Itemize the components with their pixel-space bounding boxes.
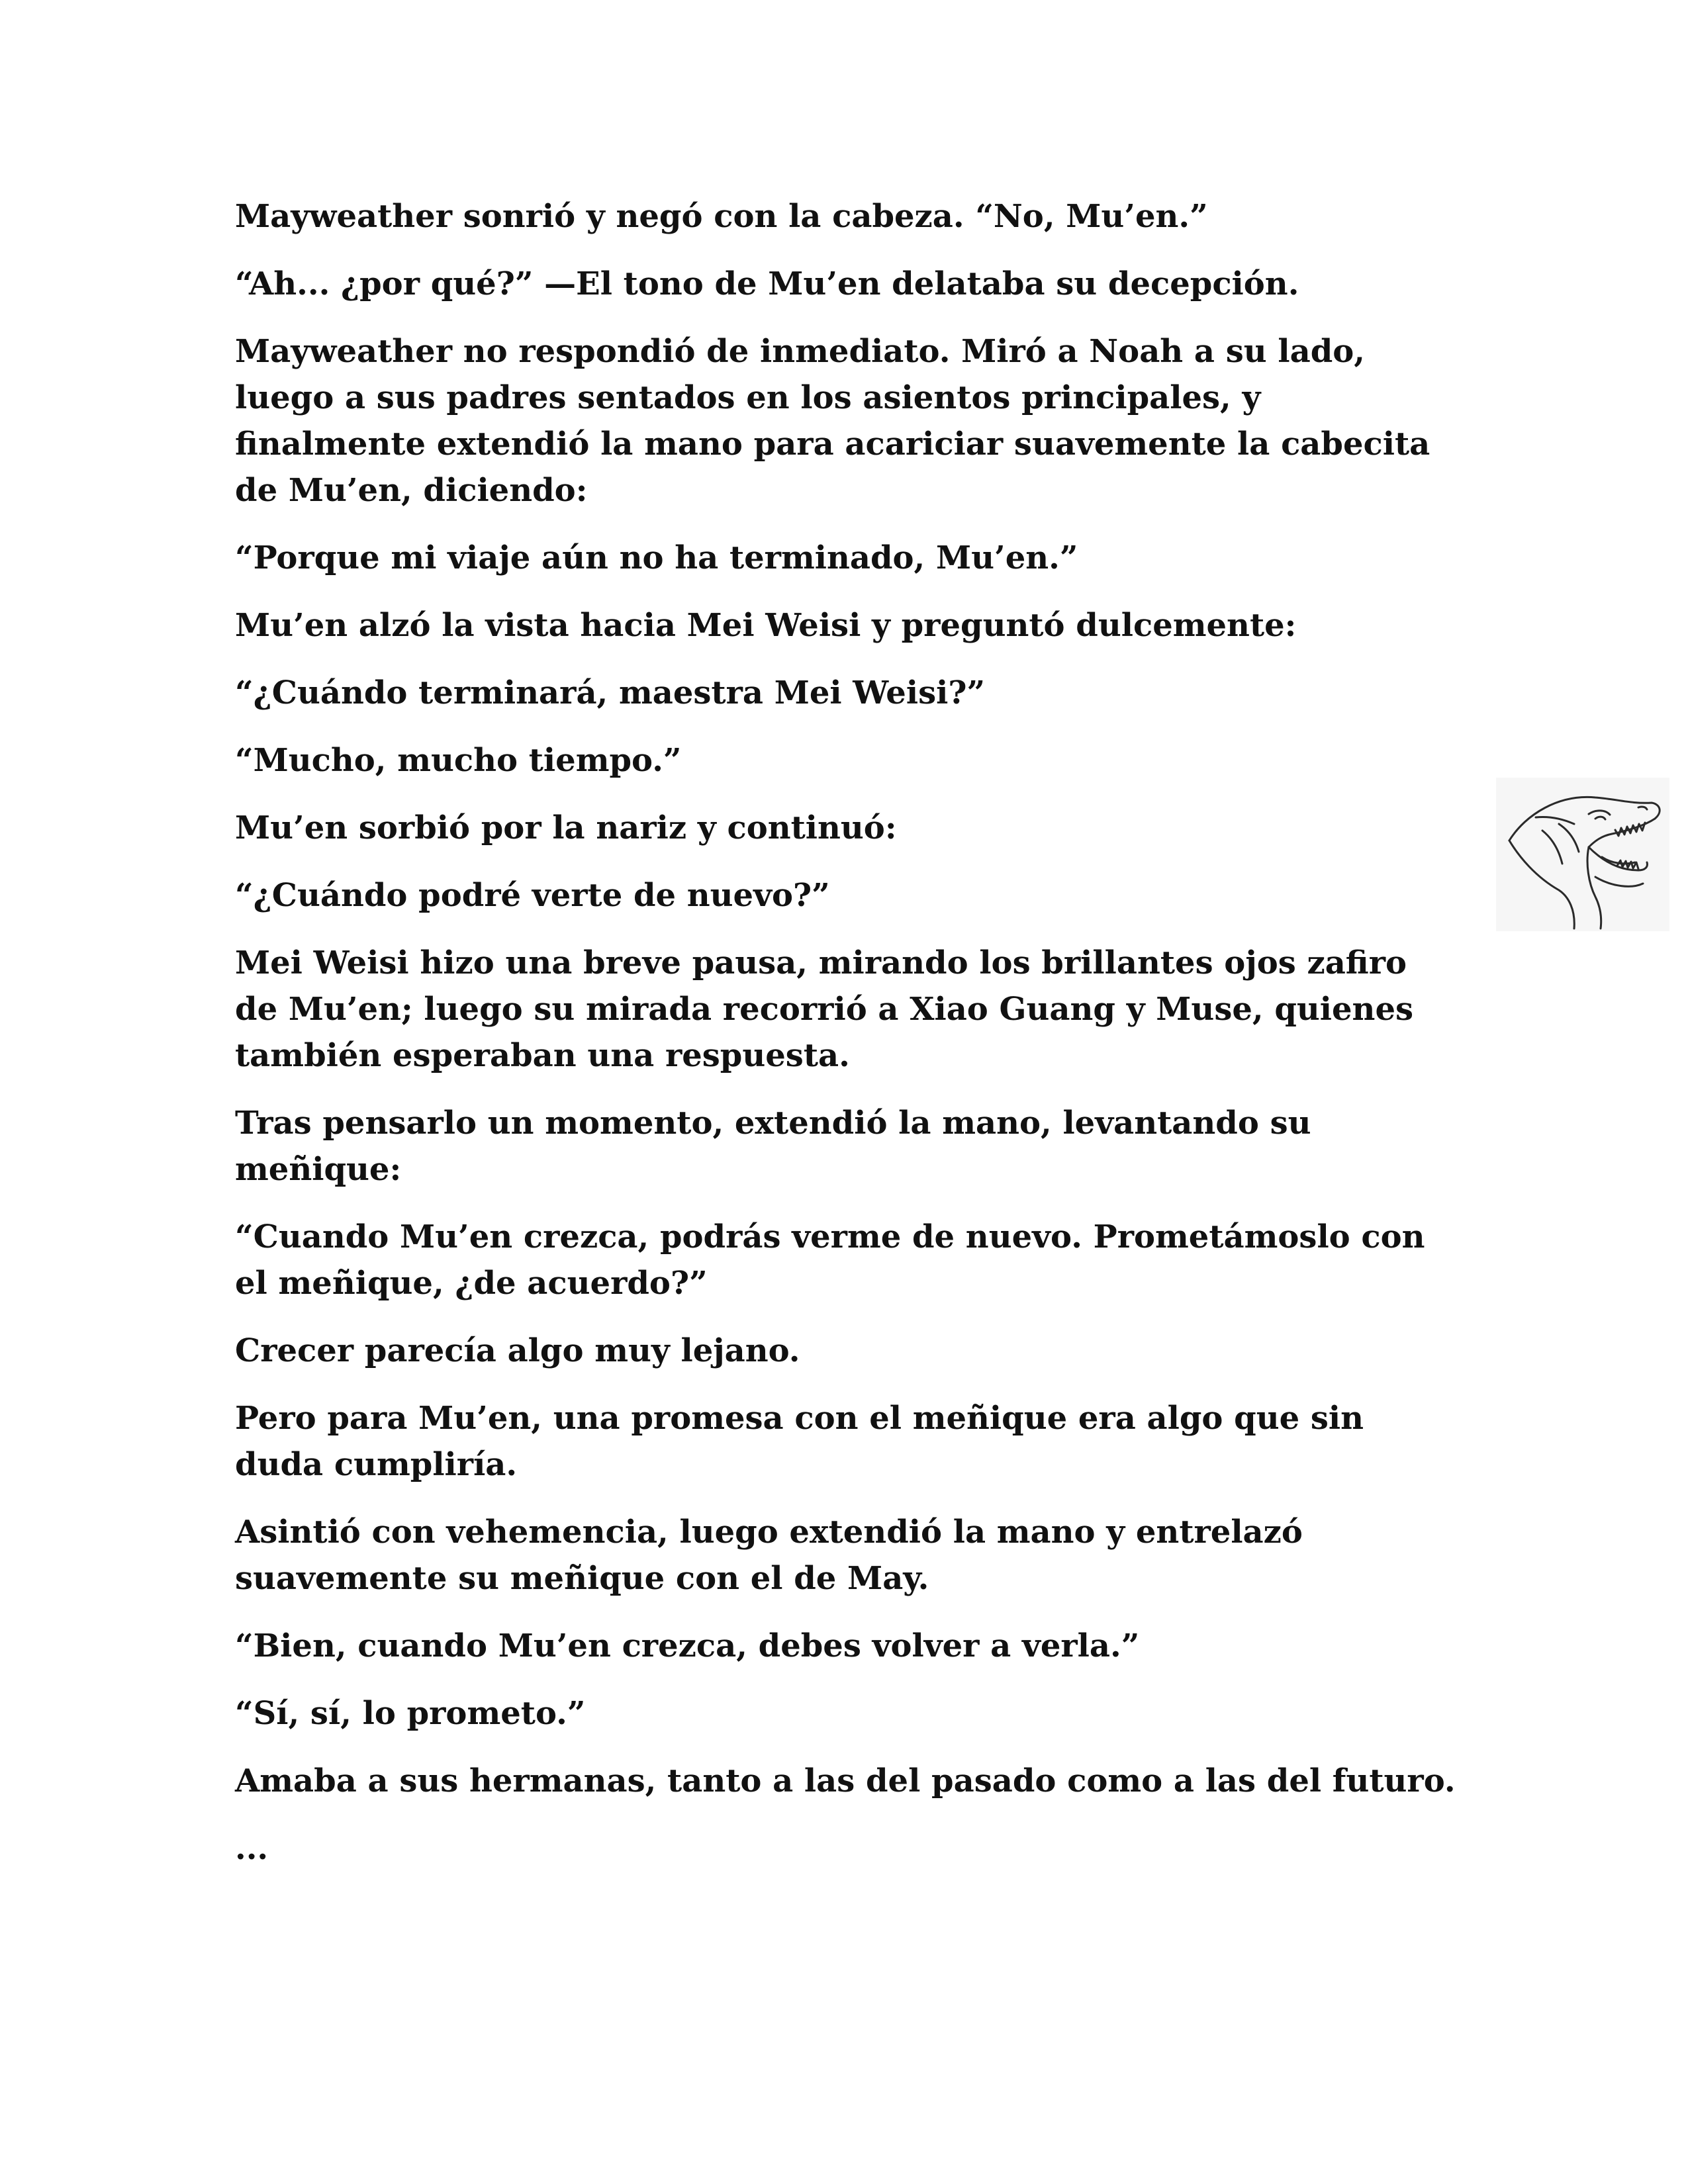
- paragraph: Mu’en alzó la vista hacia Mei Weisi y preguntó dulcemente:: [235, 607, 1297, 644]
- paragraph: “Porque mi viaje aún no ha terminado, Mu’en.”: [235, 539, 1078, 576]
- paragraph: “Ah... ¿por qué?” —El tono de Mu’en delataba su decepción.: [235, 265, 1299, 302]
- paragraph: Pero para Mu’en, una promesa con el meñique era algo que sin duda cumpliría.: [235, 1400, 1364, 1483]
- paragraph: “¿Cuándo terminará, maestra Mei Weisi?”: [235, 674, 986, 711]
- scene-break-ellipsis: ...: [235, 1830, 269, 1867]
- paragraph: Mayweather no respondió de inmediato. Miró a Noah a su lado, luego a sus padres sentados en los asientos principales, y finalmente extendió la mano para acariciar suavemente la cabecita de Mu’en, diciendo:: [235, 333, 1430, 509]
- story-text: [235, 193, 1460, 1893]
- paragraph: Mei Weisi hizo una breve pausa, mirando los brillantes ojos zafiro de Mu’en; luego su mirada recorrió a Xiao Guang y Muse, quienes también esperaban una respuesta.: [235, 944, 1414, 1074]
- dinosaur-head-sketch-icon: [1496, 778, 1669, 931]
- paragraph: “¿Cuándo podré verte de nuevo?”: [235, 877, 830, 914]
- paragraph: “Cuando Mu’en crezca, podrás verme de nuevo. Prometámoslo con el meñique, ¿de acuerdo?”: [235, 1218, 1425, 1302]
- paragraph: “Sí, sí, lo prometo.”: [235, 1695, 586, 1732]
- paragraph: Mayweather sonrió y negó con la cabeza. “No, Mu’en.”: [235, 198, 1208, 235]
- paragraph: “Mucho, mucho tiempo.”: [235, 742, 682, 779]
- paragraph: “Bien, cuando Mu’en crezca, debes volver a verla.”: [235, 1627, 1140, 1664]
- paragraph: Mu’en sorbió por la nariz y continuó:: [235, 809, 897, 846]
- paragraph: Amaba a sus hermanas, tanto a las del pasado como a las del futuro.: [235, 1762, 1456, 1799]
- paragraph: Asintió con vehemencia, luego extendió la mano y entrelazó suavemente su meñique con el de May.: [235, 1514, 1303, 1597]
- paragraph: Crecer parecía algo muy lejano.: [235, 1332, 800, 1369]
- paragraph: Tras pensarlo un momento, extendió la mano, levantando su meñique:: [235, 1105, 1311, 1188]
